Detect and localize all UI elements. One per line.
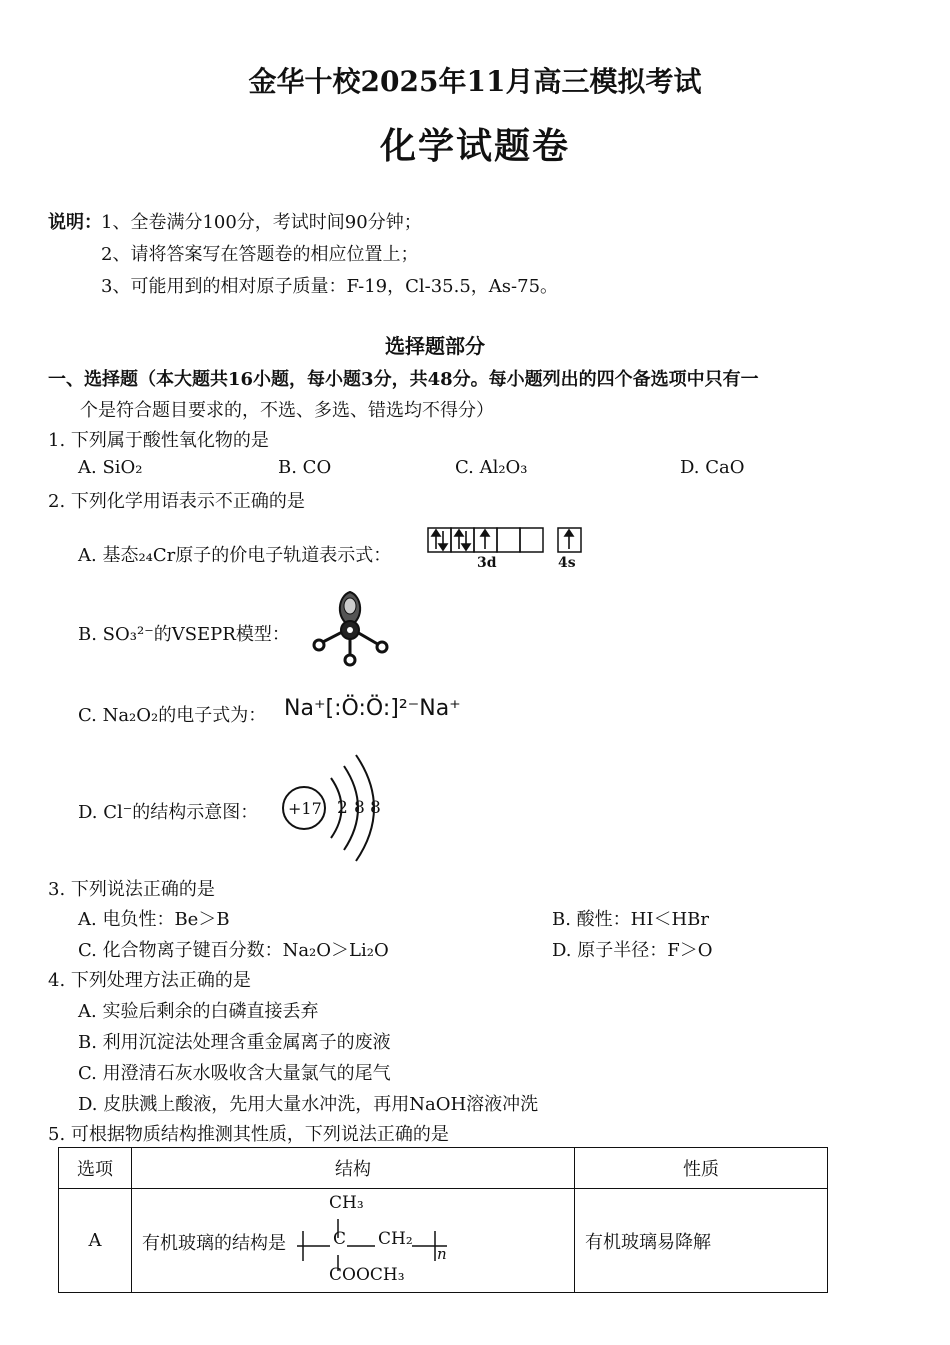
orbital-label-4s: 4s bbox=[558, 555, 576, 571]
q2-option-c: C. Na₂O₂的电子式为： bbox=[78, 705, 267, 726]
cl-shell-1: 2 bbox=[337, 798, 348, 818]
q1-option-c: C. Al₂O₃ bbox=[455, 457, 528, 478]
q2-option-a: A. 基态₂₄Cr原子的价电子轨道表示式： bbox=[78, 545, 392, 566]
q2-option-b: B. SO₃²⁻的VSEPR模型： bbox=[78, 624, 290, 645]
header-structure: 结构 bbox=[132, 1148, 575, 1189]
q1-option-b: B. CO bbox=[278, 457, 332, 478]
table-header-row bbox=[59, 1148, 828, 1189]
table-row bbox=[59, 1189, 828, 1293]
q4-option-d: D. 皮肤溅上酸液，先用大量水冲洗，再用NaOH溶液冲洗 bbox=[78, 1094, 539, 1115]
q5-stem: 5. 可根据物质结构推测其性质，下列说法正确的是 bbox=[48, 1124, 449, 1145]
row-option: A bbox=[59, 1189, 132, 1293]
q2-stem: 2. 下列化学用语表示不正确的是 bbox=[48, 491, 305, 512]
q1-option-a: A. SiO₂ bbox=[78, 457, 143, 478]
structure-text: 有机玻璃的结构是 bbox=[142, 1233, 286, 1254]
header-property: 性质 bbox=[575, 1148, 828, 1189]
cl-shell-3: 8 bbox=[370, 798, 381, 818]
note-item-2: 2、请将答案写在答题卷的相应位置上； bbox=[101, 244, 419, 265]
paper-subtitle: 化学试题卷 bbox=[379, 125, 570, 167]
q3-option-a: A. 电负性：Be＞B bbox=[78, 909, 230, 930]
header-option: 选项 bbox=[59, 1148, 132, 1189]
row-structure bbox=[132, 1189, 575, 1293]
cl-nucleus: +17 bbox=[288, 799, 322, 818]
pmma-bond-lines bbox=[297, 1213, 457, 1273]
cooch3-group: COOCH₃ bbox=[329, 1265, 405, 1285]
q5-table bbox=[58, 1147, 828, 1293]
na2o2-electron-formula: Na⁺[:Ö:Ö:]²⁻Na⁺ bbox=[284, 696, 461, 721]
q4-stem: 4. 下列处理方法正确的是 bbox=[48, 970, 251, 991]
note-item-3: 3、可能用到的相对原子质量：F-19，Cl-35.5，As-75。 bbox=[101, 276, 559, 297]
section-intro-line1 bbox=[48, 365, 759, 391]
q1-stem: 1. 下列属于酸性氧化物的是 bbox=[48, 430, 269, 451]
repeat-n: n bbox=[437, 1245, 447, 1263]
section-intro-line2: 个是符合题目要求的，不选、多选、错选均不得分） bbox=[80, 400, 494, 421]
q3-option-c: C. 化合物离子键百分数：Na₂O＞Li₂O bbox=[78, 940, 389, 961]
orbital-label-3d: 3d bbox=[477, 555, 497, 571]
q1-option-d: D. CaO bbox=[680, 457, 745, 478]
note-item-1: 1、全卷满分100分，考试时间90分钟； bbox=[101, 212, 422, 233]
ch2-group: CH₂ bbox=[378, 1229, 413, 1249]
q4-option-c: C. 用澄清石灰水吸收含大量氯气的尾气 bbox=[78, 1063, 391, 1084]
section-title: 选择题部分 bbox=[385, 334, 485, 358]
q3-stem: 3. 下列说法正确的是 bbox=[48, 879, 215, 900]
exam-title: 金华十校2025年11月高三模拟考试 bbox=[248, 65, 702, 98]
cl-shell-2: 8 bbox=[354, 798, 365, 818]
q4-option-b: B. 利用沉淀法处理含重金属离子的废液 bbox=[78, 1032, 391, 1053]
q4-option-a: A. 实验后剩余的白磷直接丢弃 bbox=[78, 1001, 319, 1022]
row-property: 有机玻璃易降解 bbox=[575, 1189, 828, 1293]
q2-option-d: D. Cl⁻的结构示意图： bbox=[78, 802, 259, 823]
q3-option-b: B. 酸性：HI＜HBr bbox=[552, 909, 710, 930]
vsepr-model bbox=[305, 588, 400, 668]
ch3-group: CH₃ bbox=[329, 1193, 364, 1213]
q3-option-d: D. 原子半径：F＞O bbox=[552, 940, 713, 961]
section-intro-text: 一、选择题（本大题共16小题，每小题3分，共48分。每小题列出的四个备选项中只有一 bbox=[48, 369, 759, 390]
notes-label: 说明： bbox=[48, 212, 102, 233]
central-carbon: C bbox=[333, 1229, 347, 1249]
